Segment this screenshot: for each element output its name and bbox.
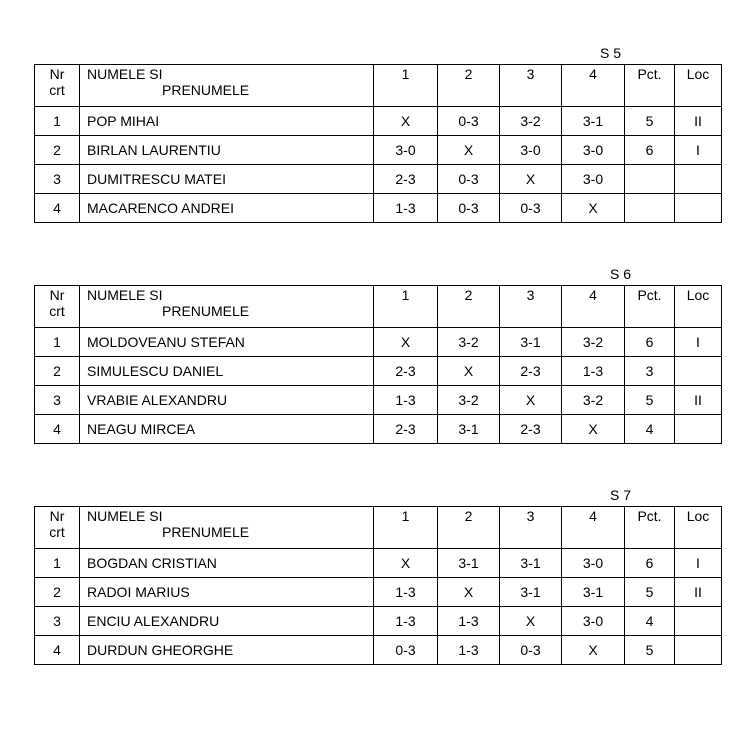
result-cell: 1-3 bbox=[374, 386, 438, 415]
result-cell: 0-3 bbox=[438, 165, 500, 194]
result-cell: X bbox=[438, 136, 500, 165]
name-header bbox=[80, 507, 374, 549]
name-header-line1: NUMELE SI bbox=[87, 66, 163, 82]
place-cell: II bbox=[675, 107, 722, 136]
name-cell: ENCIU ALEXANDRU bbox=[80, 607, 374, 636]
loc-header: Loc bbox=[675, 65, 722, 107]
name-header-line1: NUMELE SI bbox=[87, 508, 163, 524]
name-header bbox=[80, 65, 374, 107]
result-cell: 3-1 bbox=[500, 549, 562, 578]
nr-header-line2: crt bbox=[49, 82, 65, 98]
result-cell: 2-3 bbox=[500, 415, 562, 444]
result-cell: X bbox=[374, 107, 438, 136]
points-cell: 6 bbox=[625, 136, 675, 165]
table-row bbox=[35, 549, 722, 578]
result-cell: 3-0 bbox=[562, 165, 625, 194]
result-cell: 3-0 bbox=[562, 136, 625, 165]
place-cell bbox=[675, 415, 722, 444]
place-cell: II bbox=[675, 578, 722, 607]
table-row bbox=[35, 636, 722, 665]
table-row bbox=[35, 357, 722, 386]
nr-header-line2: crt bbox=[49, 524, 65, 540]
header-row bbox=[35, 286, 722, 328]
result-cell: 3-1 bbox=[438, 415, 500, 444]
nr-cell: 3 bbox=[35, 607, 80, 636]
result-cell: X bbox=[500, 607, 562, 636]
result-cell: 3-0 bbox=[374, 136, 438, 165]
result-cell: 3-1 bbox=[562, 107, 625, 136]
name-header-line2: PRENUMELE bbox=[162, 82, 250, 98]
col4-header: 4 bbox=[562, 65, 625, 107]
col3-header: 3 bbox=[500, 286, 562, 328]
result-cell: 1-3 bbox=[438, 636, 500, 665]
result-cell: 3-1 bbox=[500, 328, 562, 357]
result-cell: X bbox=[500, 165, 562, 194]
points-cell: 6 bbox=[625, 328, 675, 357]
table-row bbox=[35, 107, 722, 136]
result-cell: 0-3 bbox=[500, 194, 562, 223]
table-row bbox=[35, 607, 722, 636]
nr-header-line1: Nr bbox=[49, 287, 65, 303]
result-cell: 3-2 bbox=[438, 328, 500, 357]
name-cell: VRABIE ALEXANDRU bbox=[80, 386, 374, 415]
table-row bbox=[35, 194, 722, 223]
result-cell: 2-3 bbox=[500, 357, 562, 386]
points-cell: 6 bbox=[625, 549, 675, 578]
name-header-line1: NUMELE SI bbox=[87, 287, 163, 303]
result-cell: 0-3 bbox=[500, 636, 562, 665]
place-cell bbox=[675, 357, 722, 386]
result-cell: 3-2 bbox=[562, 386, 625, 415]
header-row bbox=[35, 507, 722, 549]
nr-cell: 2 bbox=[35, 578, 80, 607]
loc-header: Loc bbox=[675, 507, 722, 549]
nr-cell: 3 bbox=[35, 165, 80, 194]
points-cell: 4 bbox=[625, 415, 675, 444]
nr-cell: 4 bbox=[35, 194, 80, 223]
result-cell: X bbox=[374, 328, 438, 357]
pct-header: Pct. bbox=[625, 65, 675, 107]
name-cell: SIMULESCU DANIEL bbox=[80, 357, 374, 386]
name-header-line2: PRENUMELE bbox=[162, 524, 250, 540]
name-cell: RADOI MARIUS bbox=[80, 578, 374, 607]
table-row bbox=[35, 386, 722, 415]
points-cell: 4 bbox=[625, 607, 675, 636]
result-cell: 3-2 bbox=[500, 107, 562, 136]
col4-header: 4 bbox=[562, 286, 625, 328]
group-label-s5: S 5 bbox=[600, 45, 622, 61]
result-cell: 3-1 bbox=[500, 578, 562, 607]
result-cell: X bbox=[562, 194, 625, 223]
nr-header bbox=[35, 507, 80, 549]
nr-cell: 1 bbox=[35, 549, 80, 578]
pct-header: Pct. bbox=[625, 507, 675, 549]
name-header bbox=[80, 286, 374, 328]
nr-header-line2: crt bbox=[49, 303, 65, 319]
result-cell: 1-3 bbox=[562, 357, 625, 386]
place-cell bbox=[675, 607, 722, 636]
col3-header: 3 bbox=[500, 507, 562, 549]
group-table-s6 bbox=[34, 285, 722, 444]
name-cell: NEAGU MIRCEA bbox=[80, 415, 374, 444]
col2-header: 2 bbox=[438, 507, 500, 549]
name-cell: BIRLAN LAURENTIU bbox=[80, 136, 374, 165]
group-table-s5 bbox=[34, 64, 722, 223]
result-cell: 2-3 bbox=[374, 165, 438, 194]
table-row bbox=[35, 328, 722, 357]
col1-header: 1 bbox=[374, 507, 438, 549]
result-cell: 2-3 bbox=[374, 415, 438, 444]
result-cell: X bbox=[562, 636, 625, 665]
result-cell: 1-3 bbox=[438, 607, 500, 636]
nr-header-line1: Nr bbox=[49, 66, 65, 82]
result-cell: 3-0 bbox=[562, 607, 625, 636]
name-cell: DURDUN GHEORGHE bbox=[80, 636, 374, 665]
group-label-s7: S 7 bbox=[610, 487, 632, 503]
header-row bbox=[35, 65, 722, 107]
name-cell: BOGDAN CRISTIAN bbox=[80, 549, 374, 578]
table-row bbox=[35, 415, 722, 444]
result-cell: 0-3 bbox=[374, 636, 438, 665]
result-cell: 1-3 bbox=[374, 578, 438, 607]
place-cell: I bbox=[675, 136, 722, 165]
name-cell: MACARENCO ANDREI bbox=[80, 194, 374, 223]
nr-header-line1: Nr bbox=[49, 508, 65, 524]
nr-cell: 4 bbox=[35, 636, 80, 665]
result-cell: 1-3 bbox=[374, 194, 438, 223]
nr-cell: 2 bbox=[35, 136, 80, 165]
points-cell: 5 bbox=[625, 107, 675, 136]
place-cell: I bbox=[675, 328, 722, 357]
name-cell: MOLDOVEANU STEFAN bbox=[80, 328, 374, 357]
result-cell: 3-2 bbox=[438, 386, 500, 415]
nr-cell: 4 bbox=[35, 415, 80, 444]
result-cell: X bbox=[438, 578, 500, 607]
result-cell: X bbox=[500, 386, 562, 415]
result-cell: X bbox=[438, 357, 500, 386]
col2-header: 2 bbox=[438, 286, 500, 328]
points-cell bbox=[625, 165, 675, 194]
col4-header: 4 bbox=[562, 507, 625, 549]
name-cell: POP MIHAI bbox=[80, 107, 374, 136]
loc-header: Loc bbox=[675, 286, 722, 328]
place-cell bbox=[675, 636, 722, 665]
points-cell: 5 bbox=[625, 578, 675, 607]
nr-header bbox=[35, 286, 80, 328]
result-cell: 3-0 bbox=[562, 549, 625, 578]
points-cell: 5 bbox=[625, 636, 675, 665]
group-table-s7 bbox=[34, 506, 722, 665]
result-cell: 3-0 bbox=[500, 136, 562, 165]
table-row bbox=[35, 578, 722, 607]
nr-cell: 3 bbox=[35, 386, 80, 415]
place-cell bbox=[675, 165, 722, 194]
points-cell: 3 bbox=[625, 357, 675, 386]
place-cell: I bbox=[675, 549, 722, 578]
result-cell: X bbox=[374, 549, 438, 578]
col1-header: 1 bbox=[374, 286, 438, 328]
col1-header: 1 bbox=[374, 65, 438, 107]
result-cell: 2-3 bbox=[374, 357, 438, 386]
place-cell bbox=[675, 194, 722, 223]
nr-header bbox=[35, 65, 80, 107]
col3-header: 3 bbox=[500, 65, 562, 107]
points-cell bbox=[625, 194, 675, 223]
table-row bbox=[35, 165, 722, 194]
result-cell: X bbox=[562, 415, 625, 444]
points-cell: 5 bbox=[625, 386, 675, 415]
col2-header: 2 bbox=[438, 65, 500, 107]
result-cell: 1-3 bbox=[374, 607, 438, 636]
place-cell: II bbox=[675, 386, 722, 415]
nr-cell: 1 bbox=[35, 328, 80, 357]
nr-cell: 1 bbox=[35, 107, 80, 136]
group-label-s6: S 6 bbox=[610, 266, 632, 282]
result-cell: 3-1 bbox=[438, 549, 500, 578]
result-cell: 0-3 bbox=[438, 107, 500, 136]
result-cell: 0-3 bbox=[438, 194, 500, 223]
name-header-line2: PRENUMELE bbox=[162, 303, 250, 319]
nr-cell: 2 bbox=[35, 357, 80, 386]
table-row bbox=[35, 136, 722, 165]
pct-header: Pct. bbox=[625, 286, 675, 328]
result-cell: 3-2 bbox=[562, 328, 625, 357]
result-cell: 3-1 bbox=[562, 578, 625, 607]
name-cell: DUMITRESCU MATEI bbox=[80, 165, 374, 194]
